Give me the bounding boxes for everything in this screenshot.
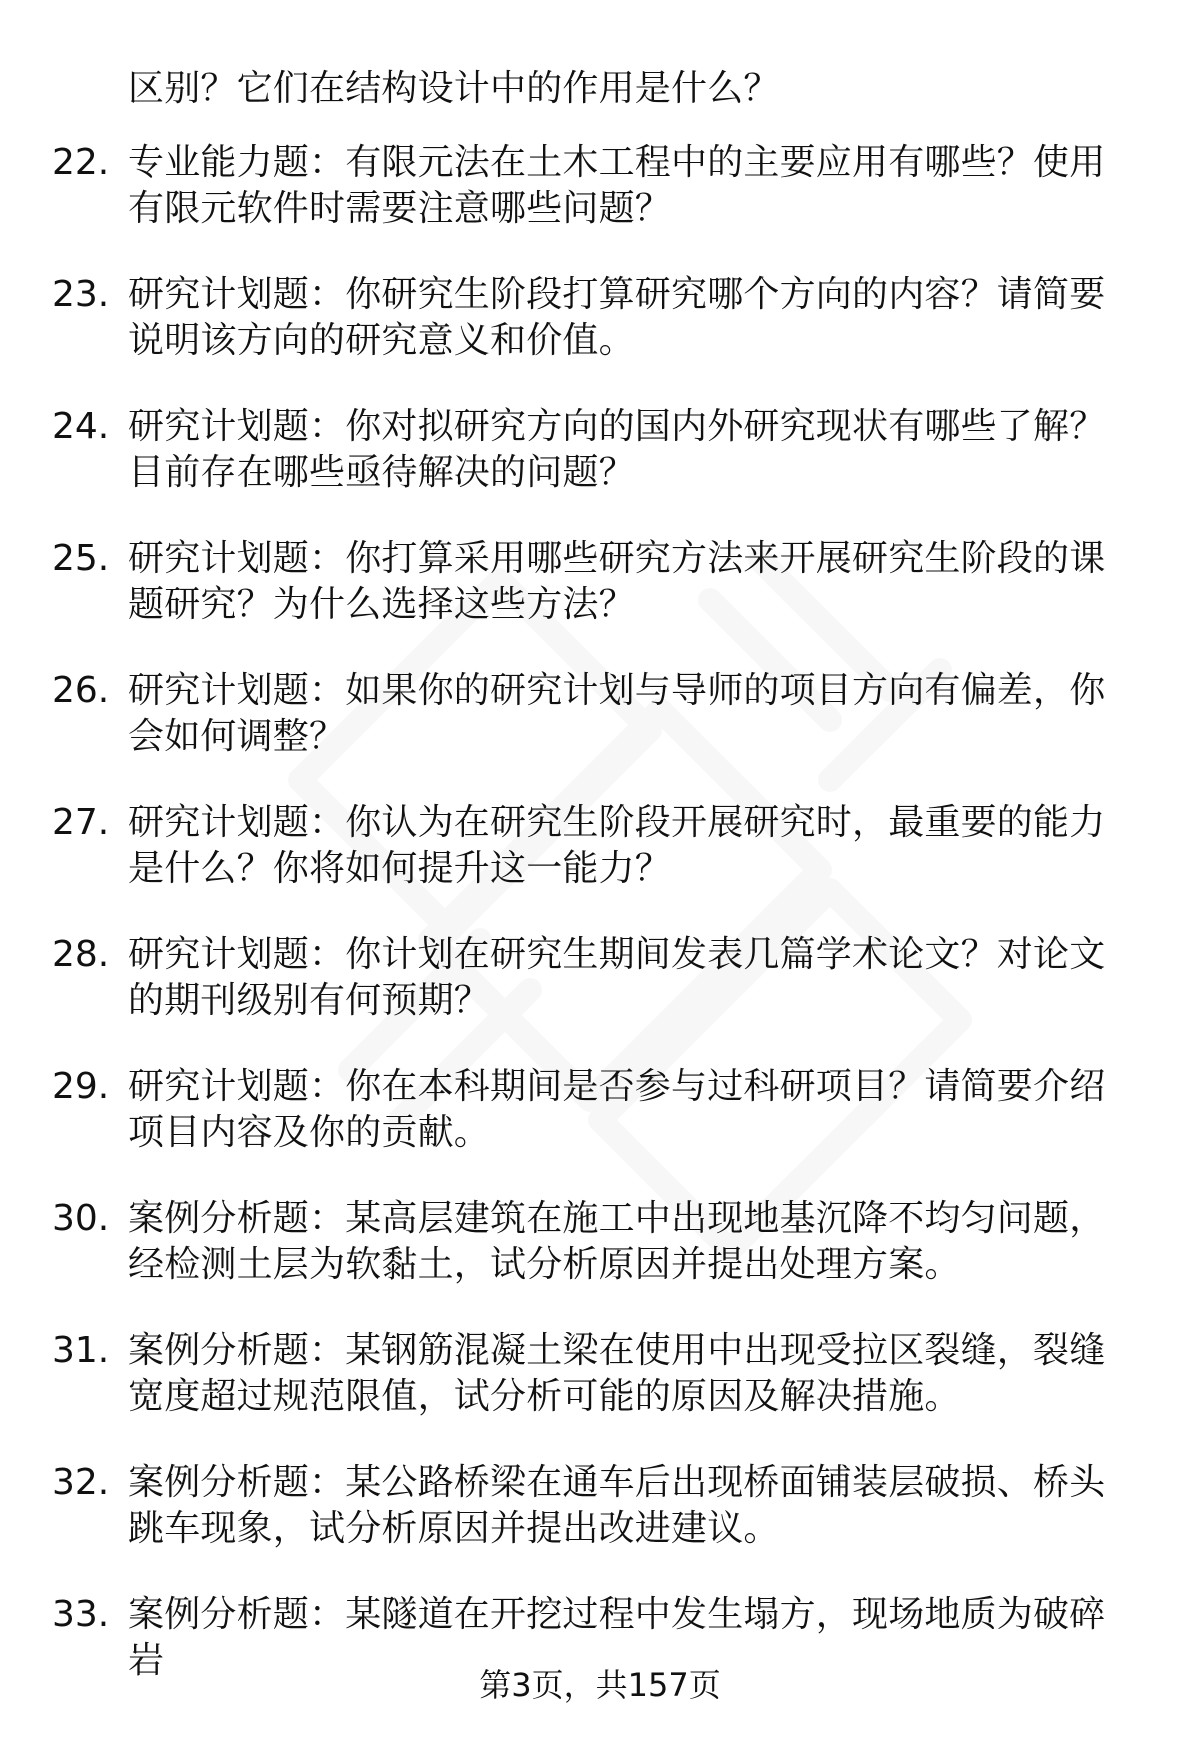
- question-number: 29.: [52, 1066, 110, 1107]
- question-number: 26.: [52, 670, 110, 711]
- question-number: 27.: [52, 802, 110, 843]
- question-item-30: [0, 1196, 1200, 1328]
- question-number: 30.: [52, 1198, 110, 1239]
- question-text: 研究计划题：你计划在研究生期间发表几篇学术论文？对论文的期刊级别有何预期？: [128, 934, 1106, 1021]
- question-number: 23.: [52, 274, 110, 315]
- question-list: [0, 140, 1200, 1724]
- question-item-31: [0, 1328, 1200, 1460]
- question-text: 案例分析题：某公路桥梁在通车后出现桥面铺装层破损、桥头跳车现象，试分析原因并提出改进建议。: [128, 1462, 1106, 1549]
- page-footer: 第3页，共157页: [479, 1666, 721, 1704]
- question-text: 专业能力题：有限元法在土木工程中的主要应用有哪些？使用有限元软件时需要注意哪些问题？: [128, 142, 1106, 229]
- question-text: 研究计划题：如果你的研究计划与导师的项目方向有偏差，你会如何调整？: [128, 670, 1106, 757]
- question-item-26: [0, 668, 1200, 800]
- lead-text: 区别？它们在结构设计中的作用是什么？: [128, 68, 780, 109]
- question-item-32: [0, 1460, 1200, 1592]
- question-item-29: [0, 1064, 1200, 1196]
- question-text: 研究计划题：你在本科期间是否参与过科研项目？请简要介绍项目内容及你的贡献。: [128, 1066, 1106, 1153]
- question-text: 研究计划题：你对拟研究方向的国内外研究现状有哪些了解？目前存在哪些亟待解决的问题？: [128, 406, 1106, 493]
- question-item-28: [0, 932, 1200, 1064]
- question-item-25: [0, 536, 1200, 668]
- question-item-27: [0, 800, 1200, 932]
- question-text: 案例分析题：某高层建筑在施工中出现地基沉降不均匀问题，经检测土层为软黏土，试分析原因并提出处理方案。: [128, 1198, 1106, 1285]
- question-item-22: [0, 140, 1200, 272]
- question-number: 31.: [52, 1330, 110, 1371]
- question-number: 33.: [52, 1594, 110, 1635]
- question-item-23: [0, 272, 1200, 404]
- question-text: 研究计划题：你研究生阶段打算研究哪个方向的内容？请简要说明该方向的研究意义和价值。: [128, 274, 1106, 361]
- question-text: 研究计划题：你认为在研究生阶段开展研究时，最重要的能力是什么？你将如何提升这一能力？: [128, 802, 1106, 889]
- question-text: 案例分析题：某钢筋混凝土梁在使用中出现受拉区裂缝，裂缝宽度超过规范限值，试分析可能的原因及解决措施。: [128, 1330, 1106, 1417]
- question-number: 25.: [52, 538, 110, 579]
- question-item-24: [0, 404, 1200, 536]
- question-number: 28.: [52, 934, 110, 975]
- question-number: 32.: [52, 1462, 110, 1503]
- question-number: 24.: [52, 406, 110, 447]
- question-text: 研究计划题：你打算采用哪些研究方法来开展研究生阶段的课题研究？为什么选择这些方法？: [128, 538, 1106, 625]
- question-text: 案例分析题：某隧道在开挖过程中发生塌方，现场地质为破碎岩: [128, 1594, 1106, 1681]
- question-number: 22.: [52, 142, 110, 183]
